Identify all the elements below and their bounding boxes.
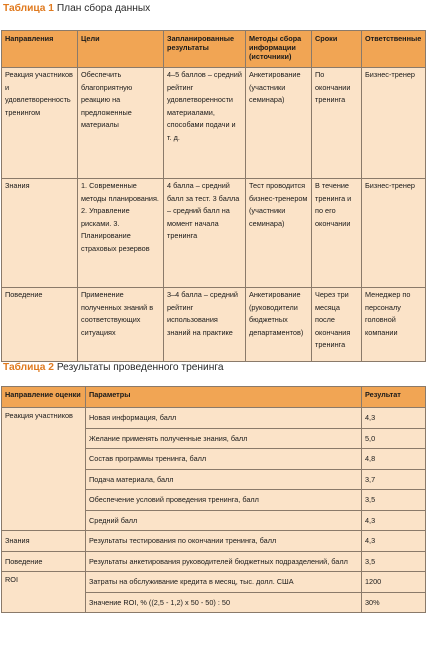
table-cell: Бизнес-тренер	[362, 179, 426, 288]
table-cell: Менеджер по персоналу головной компании	[362, 288, 426, 362]
table1-header-cell: Направления	[2, 31, 78, 68]
table1-caption	[3, 3, 150, 15]
table2-header-cell: Результат	[362, 387, 426, 408]
result-cell: 4,3	[362, 531, 426, 552]
direction-cell: Знания	[2, 531, 86, 552]
result-cell: 1200	[362, 572, 426, 593]
parameter-cell: Желание применять полученные знания, балл	[86, 428, 362, 449]
table-cell: Через три месяца после окончания тренинга	[312, 288, 362, 362]
table-row	[2, 68, 426, 179]
table-cell: Анкетирование (руководители бюджетных департаментов)	[246, 288, 312, 362]
table-cell: Поведение	[2, 288, 78, 362]
table-row	[2, 572, 426, 593]
parameter-cell: Результаты тестирования по окончании тренинга, балл	[86, 531, 362, 552]
table-cell: В течение тренинга и по его окончании	[312, 179, 362, 288]
table-cell: 3–4 балла – средний рейтинг использования знаний на практике	[164, 288, 246, 362]
direction-cell: Реакция участников	[2, 408, 86, 531]
parameter-cell: Затраты на обслуживание кредита в месяц, тыс. долл. США	[86, 572, 362, 593]
table2-header-row	[2, 387, 426, 408]
table1-header-cell: Ответственные	[362, 31, 426, 68]
training-results-table	[1, 386, 426, 613]
table-cell: Обеспечить благоприятную реакцию на предложенные материалы	[78, 68, 164, 179]
parameter-cell: Состав программы тренинга, балл	[86, 449, 362, 470]
table2-header-cell: Параметры	[86, 387, 362, 408]
table2-caption	[3, 362, 224, 374]
table-row	[2, 531, 426, 552]
result-cell: 5,0	[362, 428, 426, 449]
table-cell: Реакция участников и удовлетворенность тренингом	[2, 68, 78, 179]
table-cell: Анкетирование (участники семинара)	[246, 68, 312, 179]
table-cell: Бизнес-тренер	[362, 68, 426, 179]
table2-caption-label: Таблица 2	[3, 362, 54, 373]
table1-header-cell: Цели	[78, 31, 164, 68]
result-cell: 4,3	[362, 408, 426, 429]
table1-header-cell: Сроки	[312, 31, 362, 68]
table-cell: 1. Современные методы планирования. 2. Управление рисками. 3. Планирование страховых резервов	[78, 179, 164, 288]
result-cell: 4,3	[362, 510, 426, 531]
parameter-cell: Значение ROI, % ((2,5 - 1,2) х 50 - 50) : 50	[86, 592, 362, 613]
table-row	[2, 288, 426, 362]
table1-caption-label: Таблица 1	[3, 3, 54, 14]
result-cell: 3,7	[362, 469, 426, 490]
result-cell: 4,8	[362, 449, 426, 470]
direction-cell: Поведение	[2, 551, 86, 572]
table1-header-cell: Запланированные результаты	[164, 31, 246, 68]
table-cell: Знания	[2, 179, 78, 288]
data-collection-plan-table	[1, 30, 426, 362]
table-row	[2, 551, 426, 572]
table2-caption-text: Результаты проведенного тренинга	[56, 362, 224, 373]
table-cell: 4 балла – средний балл за тест. 3 балла – средний балл на момент начала тренинга	[164, 179, 246, 288]
table2-header-cell: Направление оценки	[2, 387, 86, 408]
parameter-cell: Подача материала, балл	[86, 469, 362, 490]
table1-caption-text: План сбора данных	[56, 3, 151, 14]
result-cell: 3,5	[362, 490, 426, 511]
parameter-cell: Обеспечение условий проведения тренинга, балл	[86, 490, 362, 511]
table-row	[2, 408, 426, 429]
result-cell: 3,5	[362, 551, 426, 572]
parameter-cell: Новая информация, балл	[86, 408, 362, 429]
table-row	[2, 179, 426, 288]
table1-header-cell: Методы сбора информации (источники)	[246, 31, 312, 68]
table1-header-row	[2, 31, 426, 68]
table-cell: Тест проводится бизнес-тренером (участники семинара)	[246, 179, 312, 288]
table-cell: 4–5 баллов – средний рейтинг удовлетворенности материалами, способами подачи и т. д.	[164, 68, 246, 179]
direction-cell: ROI	[2, 572, 86, 613]
table-cell: Применение полученных знаний в соответствующих ситуациях	[78, 288, 164, 362]
parameter-cell: Средний балл	[86, 510, 362, 531]
result-cell: 30%	[362, 592, 426, 613]
parameter-cell: Результаты анкетирования руководителей бюджетных подразделений, балл	[86, 551, 362, 572]
table-cell: По окончании тренинга	[312, 68, 362, 179]
